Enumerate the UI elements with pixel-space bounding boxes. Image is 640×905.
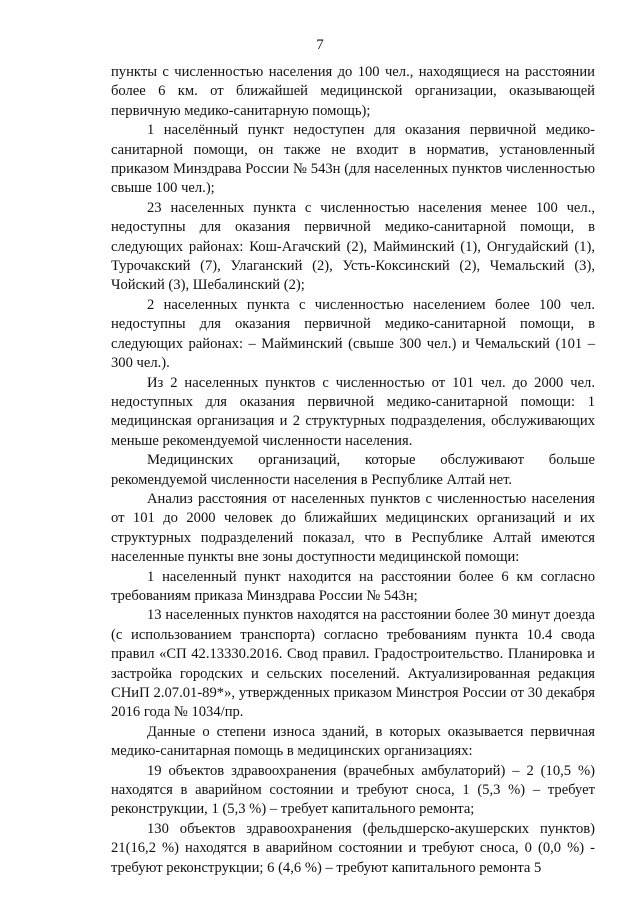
paragraph: 130 объектов здравоохранения (фельдшерско-акушерских пунктов) 21(16,2 %) находятся в аварийном состоянии и требуют сноса, 0 (0,0 %) - требуют реконструкции; 6 (4,6 %) – требуют капитального ремонта 5 [111, 820, 595, 876]
paragraph: пункты с численностью населения до 100 чел., находящиеся на расстоянии более 6 км. от ближайшей медицинской организации, оказывающей первичную медико-санитарную помощь); [111, 64, 595, 119]
paragraph: Из 2 населенных пунктов с численностью от 101 чел. до 2000 чел. недоступных для оказания первичной медико-санитарной помощи: 1 медицинская организация и 2 структурных подразделения, обслуживающих меньше рекомендуемой численности населения. [111, 374, 595, 449]
paragraph: 23 населенных пункта с численностью населения менее 100 чел., недоступны для оказания первичной медико-санитарной помощи, в следующих районах: Кош-Агачский (2), Майминский (1), Онгудайский (1), Турочакский (7), Улаганский (2), Усть-Коксинский (2), Чемальский (3), Чойский (3), Шебалинский (2); [111, 199, 595, 294]
document-body [111, 63, 595, 878]
paragraph: 19 объектов здравоохранения (врачебных амбулаторий) – 2 (10,5 %) находятся в аварийном состоянии и требуют сноса, 1 (5,3 %) – требует реконструкции, 1 (5,3 %) – требует капитального ремонта; [111, 762, 595, 818]
paragraph: 2 населенных пункта с численностью населением более 100 чел. недоступны для оказания первичной медико-санитарной помощи, в следующих районах: – Майминский (свыше 300 чел.) и Чемальский (101 – 300 чел.). [111, 296, 595, 372]
page-number: 7 [316, 37, 324, 53]
paragraph: Данные о степени износа зданий, в которых оказывается первичная медико-санитарная помощь в медицинских организациях: [111, 723, 595, 760]
paragraph: 13 населенных пунктов находятся на расстоянии более 30 минут доезда (с использованием транспорта) согласно требованиям пункта 10.4 свода правил «СП 42.13330.2016. Свод правил. Градостроительство. Планировка и застройка городских и сельских поселений. Актуализированная редакция СНиП 2.07.01-89*», утвержденных приказом Минстроя России от 30 декабря 2016 года № 1034/пр. [111, 607, 595, 721]
paragraph: Медицинских организаций, которые обслуживают больше рекомендуемой численности населения в Республике Алтай нет. [111, 452, 595, 488]
paragraph: 1 населенный пункт находится на расстоянии более 6 км согласно требованиям приказа Минздрава России № 543н; [111, 568, 595, 604]
paragraph: Анализ расстояния от населенных пунктов с численностью населения от 101 до 2000 человек до ближайших медицинских организаций и их структурных подразделений показал, что в Республике Алтай имеются населенные пункты вне зоны доступности медицинской помощи: [111, 490, 595, 566]
paragraph: 1 населённый пункт недоступен для оказания первичной медико-санитарной помощи, он также не входит в норматив, установленный приказом Минздрава России № 543н (для населенных пунктов численностью свыше 100 чел.); [111, 122, 595, 197]
